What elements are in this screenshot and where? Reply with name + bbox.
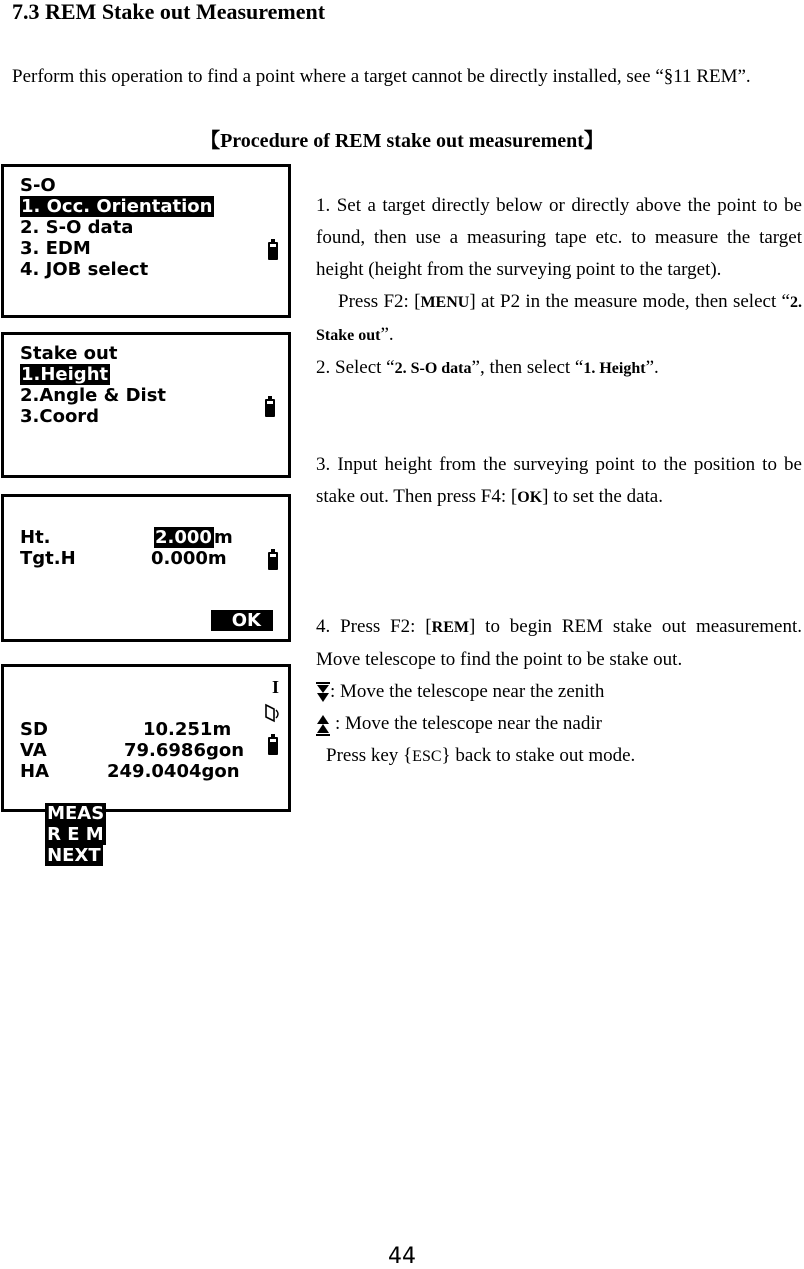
nadir-line: : Move the telescope near the nadir: [316, 713, 602, 734]
lcd-screen-rem-measure: [1, 664, 291, 866]
indicator-i: I: [272, 677, 280, 697]
page-number: 44: [388, 1244, 416, 1269]
signal-icon: [264, 703, 282, 725]
intro-paragraph: Perform this operation to find a point where a target cannot be directly installed, see “§11 REM”.: [12, 66, 751, 87]
screen-title: S-O: [20, 175, 56, 196]
ha-label: HA: [20, 761, 49, 782]
menu-item-coord: 3.Coord: [20, 406, 100, 427]
battery-icon: [268, 552, 278, 570]
section-title: 7.3 REM Stake out Measurement: [12, 0, 326, 24]
va-label: VA: [20, 740, 47, 761]
battery-icon: [268, 242, 278, 260]
va-value: 79.6986gon: [124, 740, 245, 761]
next-softkey: NEXT: [47, 845, 101, 866]
tgt-h-value: 0.000m: [151, 548, 227, 569]
sd-value: 10.251m: [143, 719, 232, 740]
softkey-row: [20, 782, 106, 887]
step-1: 1. Set a target directly below or directly above the point to be found, then use a measuring tape etc. to measure the target height (height from the surveying point to the target). Press F2: [MENU] at P2 in the measure mode, then select “2. Stake out”. 2. Select “2. S-O data”, then select “1. Height”.: [316, 195, 802, 378]
screen-title: Stake out: [20, 343, 118, 364]
tgt-h-label: Tgt.H: [20, 548, 76, 569]
ht-label: Ht.: [20, 527, 51, 548]
menu-item-so-data: 2. S-O data: [20, 217, 134, 238]
lcd-screen-stake-out-menu: [1, 332, 291, 478]
lcd-screen-height-input: [1, 494, 291, 642]
ht-value: 2.000 m: [155, 527, 233, 548]
zenith-line: : Move the telescope near the zenith: [316, 681, 604, 702]
arrow-up-icon: [316, 714, 330, 736]
procedure-title: 【Procedure of REM stake out measurement】: [200, 130, 604, 152]
menu-item-job-select: 4. JOB select: [20, 259, 149, 280]
ok-softkey: OK: [211, 610, 273, 631]
menu-item-occ-orientation: 1. Occ. Orientation: [21, 196, 213, 217]
battery-icon: [265, 399, 275, 417]
menu-item-angle-dist: 2.Angle & Dist: [20, 385, 167, 406]
sd-label: SD: [20, 719, 48, 740]
arrow-down-icon: [316, 682, 330, 704]
meas-softkey: MEAS: [47, 803, 105, 824]
battery-icon: [268, 737, 278, 755]
ha-value: 249.0404gon: [107, 761, 240, 782]
step-3: 3. Input height from the surveying point to the position to be stake out. Then press F4: [OK] to set the data.: [316, 454, 802, 507]
rem-softkey: R E M: [47, 824, 104, 845]
lcd-screen-so-menu: [1, 164, 291, 318]
step-4: 4. Press F2: [REM] to begin REM stake out measurement. Move telescope to find the point to be stake out. : Move the telescope near the zenith : Move the telescope near the nadir Press key {ESC} back to stake out mode.: [316, 616, 802, 766]
menu-item-edm: 3. EDM: [20, 238, 91, 259]
menu-key: MENU: [420, 294, 470, 311]
menu-item-height: 1.Height: [21, 364, 109, 385]
